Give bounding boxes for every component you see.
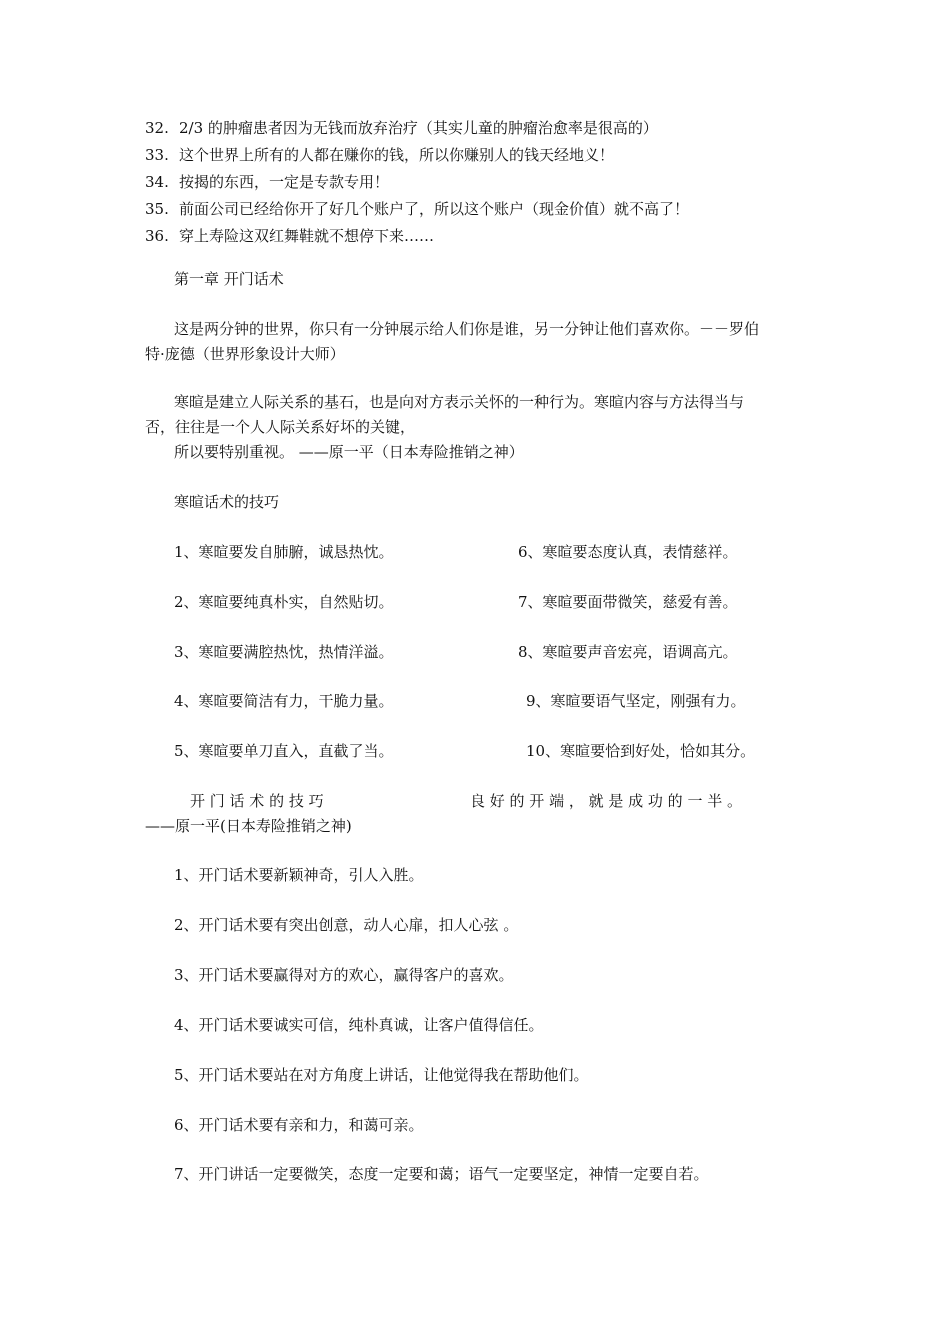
opening-header-quote: 良 好 的 开 端 ， 就 是 成 功 的 一 半 。 <box>470 792 742 810</box>
list-item <box>145 144 689 171</box>
list-item <box>145 171 689 198</box>
opening-tip-1: 1、开门话术要新颖神奇，引人入胜。 <box>174 866 424 884</box>
greeting-intro-line-3: 所以要特别重视。 ——原一平（日本寿险推销之神） <box>174 443 524 461</box>
greeting-tip-left-3: 3、寒暄要满腔热忱，热情洋溢。 <box>174 643 394 661</box>
numbered-list <box>145 117 689 252</box>
opening-tip-4: 4、开门话术要诚实可信，纯朴真诚，让客户值得信任。 <box>174 1016 544 1034</box>
opening-tip-6: 6、开门话术要有亲和力，和蔼可亲。 <box>174 1116 424 1134</box>
chapter-title: 第一章 开门话术 <box>174 270 284 288</box>
list-item <box>145 198 689 225</box>
greeting-tips-title: 寒暄话术的技巧 <box>174 493 280 511</box>
list-number: 33. <box>145 146 169 164</box>
list-number: 36. <box>145 227 169 245</box>
list-text: 按揭的东西，一定是专款专用！ <box>179 173 390 191</box>
list-number: 32. <box>145 119 169 137</box>
list-text: 2/3 的肿瘤患者因为无钱而放弃治疗（其实儿童的肿瘤治愈率是很高的） <box>179 119 658 137</box>
greeting-tip-left-2: 2、寒暄要纯真朴实，自然贴切。 <box>174 593 394 611</box>
opening-tip-5: 5、开门话术要站在对方角度上讲话，让他觉得我在帮助他们。 <box>174 1066 589 1084</box>
greeting-tip-left-4: 4、寒暄要简洁有力，干脆力量。 <box>174 692 394 710</box>
greeting-tip-right-8: 8、寒暄要声音宏亮，语调高亢。 <box>518 643 738 661</box>
quote-line-1: 这是两分钟的世界，你只有一分钟展示给人们你是谁，另一分钟让他们喜欢你。－－罗伯 <box>174 320 760 338</box>
list-number: 34. <box>145 173 169 191</box>
quote-line-2: 特·庞德（世界形象设计大师） <box>145 345 345 363</box>
greeting-tip-right-9: 9、寒暄要语气坚定，刚强有力。 <box>526 692 746 710</box>
list-text: 前面公司已经给你开了好几个账户了，所以这个账户（现金价值）就不高了！ <box>179 200 690 218</box>
greeting-tip-left-1: 1、寒暄要发自肺腑，诚恳热忱。 <box>174 543 394 561</box>
greeting-tip-right-7: 7、寒暄要面带微笑，慈爱有善。 <box>518 593 738 611</box>
greeting-intro-line-1: 寒暄是建立人际关系的基石，也是向对方表示关怀的一种行为。寒暄内容与方法得当与 <box>174 393 745 411</box>
greeting-tip-left-5: 5、寒暄要单刀直入，直截了当。 <box>174 742 394 760</box>
opening-header-attribution: ——原一平(日本寿险推销之神) <box>145 817 352 835</box>
opening-tip-3: 3、开门话术要赢得对方的欢心，赢得客户的喜欢。 <box>174 966 514 984</box>
list-text: 这个世界上所有的人都在赚你的钱，所以你赚别人的钱天经地义！ <box>179 146 615 164</box>
opening-tip-2: 2、开门话术要有突出创意，动人心扉，扣人心弦 。 <box>174 916 519 934</box>
opening-tip-7: 7、开门讲话一定要微笑，态度一定要和蔼；语气一定要坚定，神情一定要自若。 <box>174 1165 709 1183</box>
list-item <box>145 117 689 144</box>
opening-header-title: 开 门 话 术 的 技 巧 <box>190 792 324 810</box>
greeting-intro-line-2: 否，往往是一个人人际关系好坏的关键， <box>145 418 416 436</box>
list-text: 穿上寿险这双红舞鞋就不想停下来…… <box>179 227 435 245</box>
greeting-tip-right-10: 10、寒暄要恰到好处，恰如其分。 <box>526 742 756 760</box>
list-number: 35. <box>145 200 169 218</box>
list-item <box>145 225 689 252</box>
greeting-tip-right-6: 6、寒暄要态度认真，表情慈祥。 <box>518 543 738 561</box>
